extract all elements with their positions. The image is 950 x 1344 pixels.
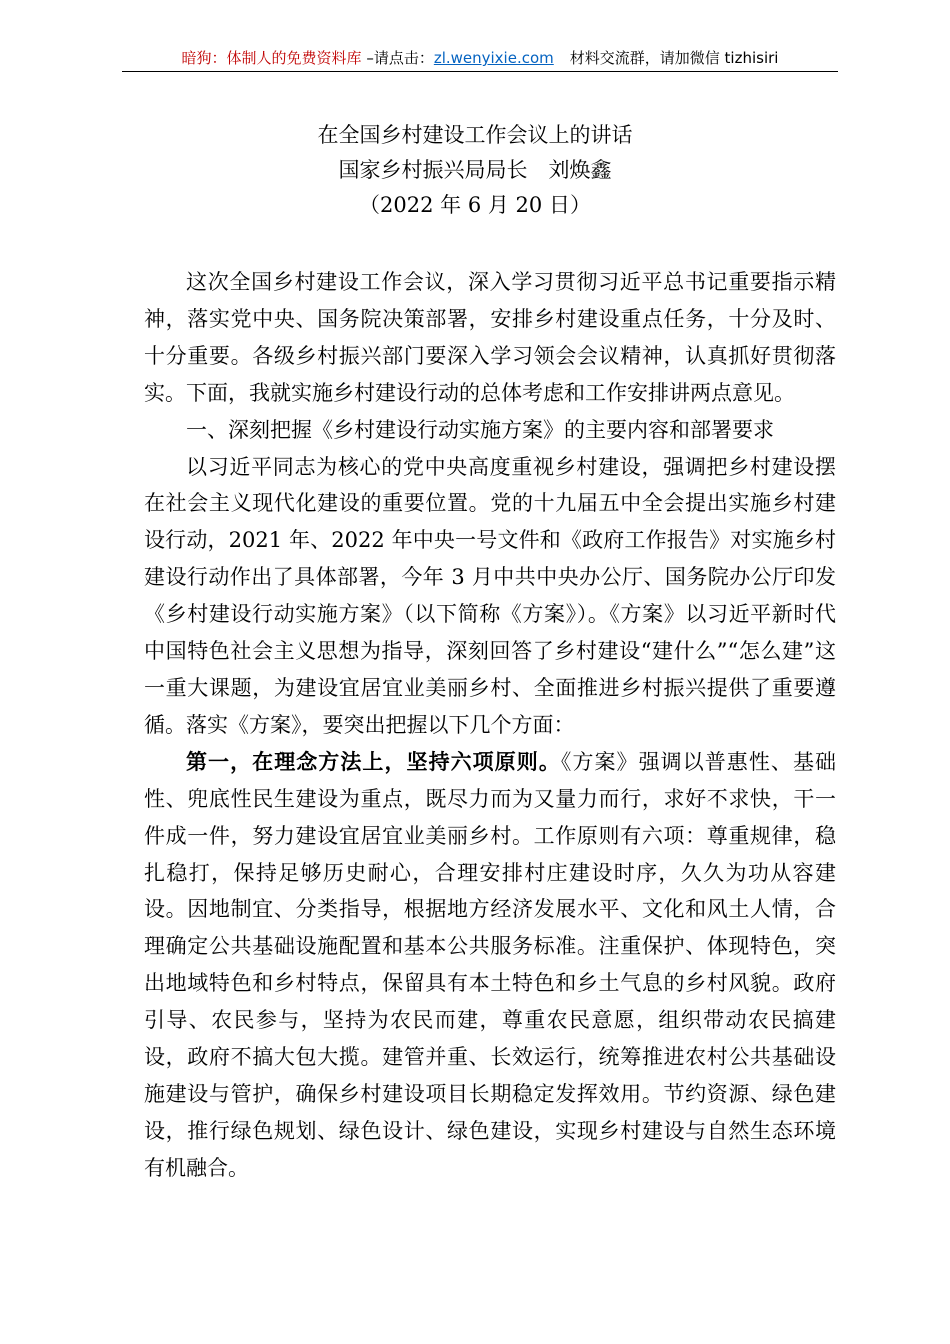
doc-date: （2022 年 6 月 20 日）	[359, 193, 591, 217]
header-prompt: –请点击：	[361, 49, 434, 67]
header-brand: 暗狗：体制人的免费资料库	[181, 49, 362, 67]
principles-text: 《方案》强调以普惠性、基础性、兜底性民生建设为重点，既尽力而为又量力而行，求好不求快，干一件成一件，努力建设宜居宜业美丽乡村。工作原则有六项：尊重规律，稳扎稳打，保持足够历史耐心，合理安排村庄建设时序，久久为功从容建设。因地制宜、分类指导，根据地方经济发展水平、文化和风土人情，合理确定公共基础设施配置和基本公共服务标准。注重保护、体现特色，突出地域特色和乡村特点，保留具有本土特色和乡土气息的乡村风貌。政府引导、农民参与，坚持为农民而建，尊重农民意愿，组织带动农民搞建设，政府不搞大包大揽。建管并重、长效运行，统筹推进农村公共基础设施建设与管护，确保乡村建设项目长期稳定发挥效用。节约资源、绿色建设，推行绿色规划、绿色设计、绿色建设，实现乡村建设与自然生态环境有机融合。	[144, 749, 837, 1180]
section-heading-1: 一、深刻把握《乡村建设行动实施方案》的主要内容和部署要求	[186, 417, 774, 442]
doc-title: 在全国乡村建设工作会议上的讲话	[317, 123, 633, 147]
paragraph-intro: 这次全国乡村建设工作会议，深入学习贯彻习近平总书记重要指示精神，落实党中央、国务院决策部署，安排乡村建设重点任务，十分及时、十分重要。各级乡村振兴部门要深入学习领会会议精神，认真抓好贯彻落实。下面，我就实施乡村建设行动的总体考虑和工作安排讲两点意见。	[144, 270, 836, 405]
paragraph-background: 以习近平同志为核心的党中央高度重视乡村建设，强调把乡村建设摆在社会主义现代化建设的重要位置。党的十九届五中全会提出实施乡村建设行动，2021 年、2022 年中央一号文件和《政府工作报告》对实施乡村建设行动作出了具体部署，今年 3 月中共中央办公厅、国务院办公厅印发《乡村建设行动实施方案》（以下简称《方案》）。《方案》以习近平新时代中国特色社会主义思想为指导，深刻回答了乡村建设“建什么”“怎么建”这一重大课题，为建设宜居宜业美丽乡村、全面推进乡村振兴提供了重要遵循。落实《方案》，要突出把握以下几个方面：	[144, 454, 836, 737]
title-block	[0, 118, 950, 223]
doc-author: 国家乡村振兴局局长 刘焕鑫	[338, 158, 612, 182]
header-link[interactable]: zl.wenyixie.com	[433, 49, 554, 67]
paragraph-principles	[144, 744, 836, 1187]
header-contact: 材料交流群，请加微信 tizhisiri	[569, 49, 779, 67]
header-rule	[122, 71, 838, 72]
document-body	[144, 264, 836, 1187]
principles-lead: 第一，在理念方法上，坚持六项原则。	[186, 748, 561, 774]
page-header	[122, 46, 838, 70]
